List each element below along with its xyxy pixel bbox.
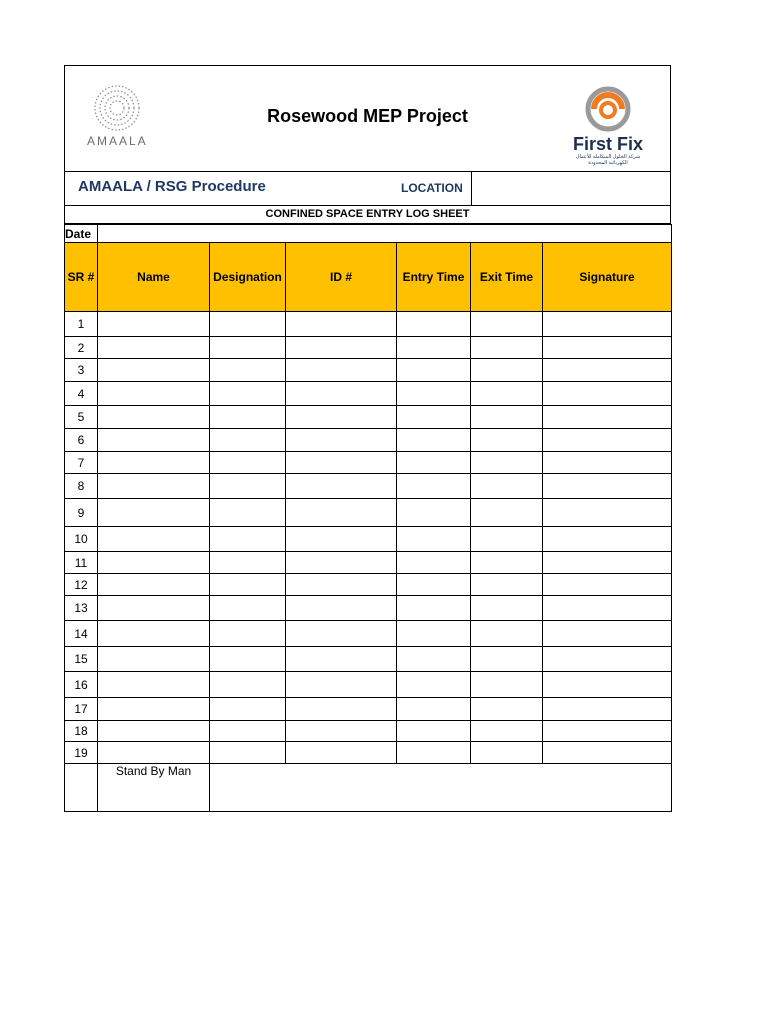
name-cell[interactable]	[98, 406, 210, 429]
row-number: 14	[65, 621, 98, 647]
table-row	[65, 382, 672, 406]
exit-time-cell[interactable]	[471, 621, 543, 647]
designation-cell[interactable]	[210, 429, 286, 452]
signature-cell[interactable]	[543, 429, 672, 452]
designation-cell[interactable]	[210, 312, 286, 337]
procedure-row	[64, 172, 671, 206]
designation-cell[interactable]	[210, 552, 286, 574]
designation-cell[interactable]	[210, 499, 286, 527]
row-number: 6	[65, 429, 98, 452]
designation-cell[interactable]	[210, 721, 286, 742]
exit-time-cell[interactable]	[471, 596, 543, 621]
table-row	[65, 499, 672, 527]
designation-cell[interactable]	[210, 672, 286, 698]
table-row	[65, 429, 672, 452]
id-cell[interactable]	[286, 337, 397, 359]
row-number: 11	[65, 552, 98, 574]
name-cell[interactable]	[98, 552, 210, 574]
exit-time-cell[interactable]	[471, 552, 543, 574]
project-title: Rosewood MEP Project	[267, 106, 468, 126]
id-cell[interactable]	[286, 312, 397, 337]
exit-time-cell[interactable]	[471, 574, 543, 596]
table-row	[65, 552, 672, 574]
name-cell[interactable]	[98, 596, 210, 621]
entry-time-cell[interactable]	[397, 359, 471, 382]
id-cell[interactable]	[286, 429, 397, 452]
table-row	[65, 527, 672, 552]
id-cell[interactable]	[286, 474, 397, 499]
signature-cell[interactable]	[543, 574, 672, 596]
signature-cell[interactable]	[543, 596, 672, 621]
table-row	[65, 721, 672, 742]
id-cell[interactable]	[286, 359, 397, 382]
amaala-logo	[87, 84, 147, 154]
designation-cell[interactable]	[210, 359, 286, 382]
entry-time-cell[interactable]	[397, 499, 471, 527]
id-cell[interactable]	[286, 499, 397, 527]
exit-time-cell[interactable]	[471, 698, 543, 721]
entry-time-cell[interactable]	[397, 406, 471, 429]
row-number: 1	[65, 312, 98, 337]
row-number: 8	[65, 474, 98, 499]
name-cell[interactable]	[98, 337, 210, 359]
designation-cell[interactable]	[210, 527, 286, 552]
entry-time-cell[interactable]	[397, 574, 471, 596]
name-cell[interactable]	[98, 672, 210, 698]
first-fix-c-icon	[584, 86, 632, 132]
designation-cell[interactable]	[210, 574, 286, 596]
row-number: 5	[65, 406, 98, 429]
procedure-title: AMAALA / RSG Procedure	[78, 178, 266, 195]
designation-cell[interactable]	[210, 382, 286, 406]
table-row	[65, 698, 672, 721]
entry-time-cell[interactable]	[397, 429, 471, 452]
id-cell[interactable]	[286, 452, 397, 474]
table-row	[65, 337, 672, 359]
name-cell[interactable]	[98, 742, 210, 764]
name-cell[interactable]	[98, 452, 210, 474]
signature-cell[interactable]	[543, 382, 672, 406]
exit-time-cell[interactable]	[471, 452, 543, 474]
exit-time-cell[interactable]	[471, 647, 543, 672]
name-cell[interactable]	[98, 698, 210, 721]
table-header-row	[65, 243, 672, 312]
name-cell[interactable]	[98, 429, 210, 452]
signature-cell[interactable]	[543, 499, 672, 527]
exit-time-cell[interactable]	[471, 721, 543, 742]
row-number: 16	[65, 672, 98, 698]
column-header-exit-time: Exit Time	[471, 243, 543, 312]
id-cell[interactable]	[286, 574, 397, 596]
row-number: 19	[65, 742, 98, 764]
signature-cell[interactable]	[543, 452, 672, 474]
row-number: 7	[65, 452, 98, 474]
entry-time-cell[interactable]	[397, 647, 471, 672]
location-field[interactable]	[471, 172, 672, 205]
row-number: 3	[65, 359, 98, 382]
row-number: 10	[65, 527, 98, 552]
name-cell[interactable]	[98, 312, 210, 337]
signature-cell[interactable]	[543, 359, 672, 382]
row-number: 15	[65, 647, 98, 672]
designation-cell[interactable]	[210, 406, 286, 429]
table-row	[65, 621, 672, 647]
name-cell[interactable]	[98, 382, 210, 406]
signature-cell[interactable]	[543, 527, 672, 552]
exit-time-cell[interactable]	[471, 382, 543, 406]
location-label: LOCATION	[401, 181, 463, 195]
id-cell[interactable]	[286, 382, 397, 406]
table-row	[65, 452, 672, 474]
name-cell[interactable]	[98, 359, 210, 382]
column-header-entry-time: Entry Time	[397, 243, 471, 312]
id-cell[interactable]	[286, 527, 397, 552]
name-cell[interactable]	[98, 621, 210, 647]
log-sheet-title: CONFINED SPACE ENTRY LOG SHEET	[64, 206, 671, 224]
date-field[interactable]	[98, 225, 672, 243]
name-cell[interactable]	[98, 527, 210, 552]
exit-time-cell[interactable]	[471, 406, 543, 429]
entry-time-cell[interactable]	[397, 672, 471, 698]
first-fix-brand: First Fix	[572, 134, 643, 154]
id-cell[interactable]	[286, 621, 397, 647]
designation-cell[interactable]	[210, 474, 286, 499]
signature-cell[interactable]	[543, 337, 672, 359]
entry-time-cell[interactable]	[397, 621, 471, 647]
column-header-sr: SR #	[65, 243, 98, 312]
amaala-radial-icon	[93, 84, 141, 132]
signature-cell[interactable]	[543, 672, 672, 698]
id-cell[interactable]	[286, 742, 397, 764]
id-cell[interactable]	[286, 647, 397, 672]
row-number: 17	[65, 698, 98, 721]
table-row	[65, 359, 672, 382]
designation-cell[interactable]	[210, 337, 286, 359]
amaala-wordmark: AMAALA	[87, 134, 148, 148]
designation-cell[interactable]	[210, 647, 286, 672]
table-row	[65, 574, 672, 596]
entry-time-cell[interactable]	[397, 527, 471, 552]
exit-time-cell[interactable]	[471, 672, 543, 698]
standby-field[interactable]	[210, 764, 672, 812]
entry-time-cell[interactable]	[397, 698, 471, 721]
signature-cell[interactable]	[543, 698, 672, 721]
exit-time-cell[interactable]	[471, 312, 543, 337]
table-row	[65, 596, 672, 621]
first-fix-subtitle: شركة الحلول المتكاملة للأعمال الكهربائية المحدودة	[575, 154, 641, 166]
name-cell[interactable]	[98, 474, 210, 499]
row-number: 9	[65, 499, 98, 527]
signature-cell[interactable]	[543, 647, 672, 672]
row-number: 12	[65, 574, 98, 596]
column-header-signature: Signature	[543, 243, 672, 312]
exit-time-cell[interactable]	[471, 359, 543, 382]
date-row	[65, 225, 672, 243]
first-fix-logo	[568, 86, 648, 171]
column-header-name: Name	[98, 243, 210, 312]
table-row	[65, 474, 672, 499]
signature-cell[interactable]	[543, 474, 672, 499]
designation-cell[interactable]	[210, 596, 286, 621]
row-number: 2	[65, 337, 98, 359]
sheet-header	[64, 65, 671, 172]
column-header-id: ID #	[286, 243, 397, 312]
entry-time-cell[interactable]	[397, 452, 471, 474]
exit-time-cell[interactable]	[471, 742, 543, 764]
designation-cell[interactable]	[210, 742, 286, 764]
id-cell[interactable]	[286, 698, 397, 721]
exit-time-cell[interactable]	[471, 527, 543, 552]
id-cell[interactable]	[286, 672, 397, 698]
table-row	[65, 742, 672, 764]
signature-cell[interactable]	[543, 742, 672, 764]
exit-time-cell[interactable]	[471, 337, 543, 359]
standby-blank-cell	[65, 764, 98, 812]
entry-time-cell[interactable]	[397, 742, 471, 764]
table-row	[65, 672, 672, 698]
entry-time-cell[interactable]	[397, 337, 471, 359]
name-cell[interactable]	[98, 574, 210, 596]
id-cell[interactable]	[286, 596, 397, 621]
standby-row	[65, 764, 672, 812]
signature-cell[interactable]	[543, 621, 672, 647]
log-sheet	[64, 65, 671, 812]
date-label: Date	[65, 225, 98, 243]
row-number: 18	[65, 721, 98, 742]
id-cell[interactable]	[286, 721, 397, 742]
table-row	[65, 312, 672, 337]
column-header-designation: Designation	[210, 243, 286, 312]
id-cell[interactable]	[286, 406, 397, 429]
entry-time-cell[interactable]	[397, 721, 471, 742]
designation-cell[interactable]	[210, 452, 286, 474]
designation-cell[interactable]	[210, 698, 286, 721]
row-number: 13	[65, 596, 98, 621]
row-number: 4	[65, 382, 98, 406]
entry-time-cell[interactable]	[397, 474, 471, 499]
designation-cell[interactable]	[210, 621, 286, 647]
name-cell[interactable]	[98, 647, 210, 672]
entry-time-cell[interactable]	[397, 596, 471, 621]
name-cell[interactable]	[98, 721, 210, 742]
exit-time-cell[interactable]	[471, 429, 543, 452]
entry-time-cell[interactable]	[397, 552, 471, 574]
signature-cell[interactable]	[543, 721, 672, 742]
exit-time-cell[interactable]	[471, 499, 543, 527]
id-cell[interactable]	[286, 552, 397, 574]
exit-time-cell[interactable]	[471, 474, 543, 499]
name-cell[interactable]	[98, 499, 210, 527]
entry-time-cell[interactable]	[397, 382, 471, 406]
table-row	[65, 647, 672, 672]
signature-cell[interactable]	[543, 312, 672, 337]
standby-label: Stand By Man	[98, 764, 210, 812]
log-table	[64, 224, 672, 812]
signature-cell[interactable]	[543, 552, 672, 574]
entry-time-cell[interactable]	[397, 312, 471, 337]
signature-cell[interactable]	[543, 406, 672, 429]
table-row	[65, 406, 672, 429]
